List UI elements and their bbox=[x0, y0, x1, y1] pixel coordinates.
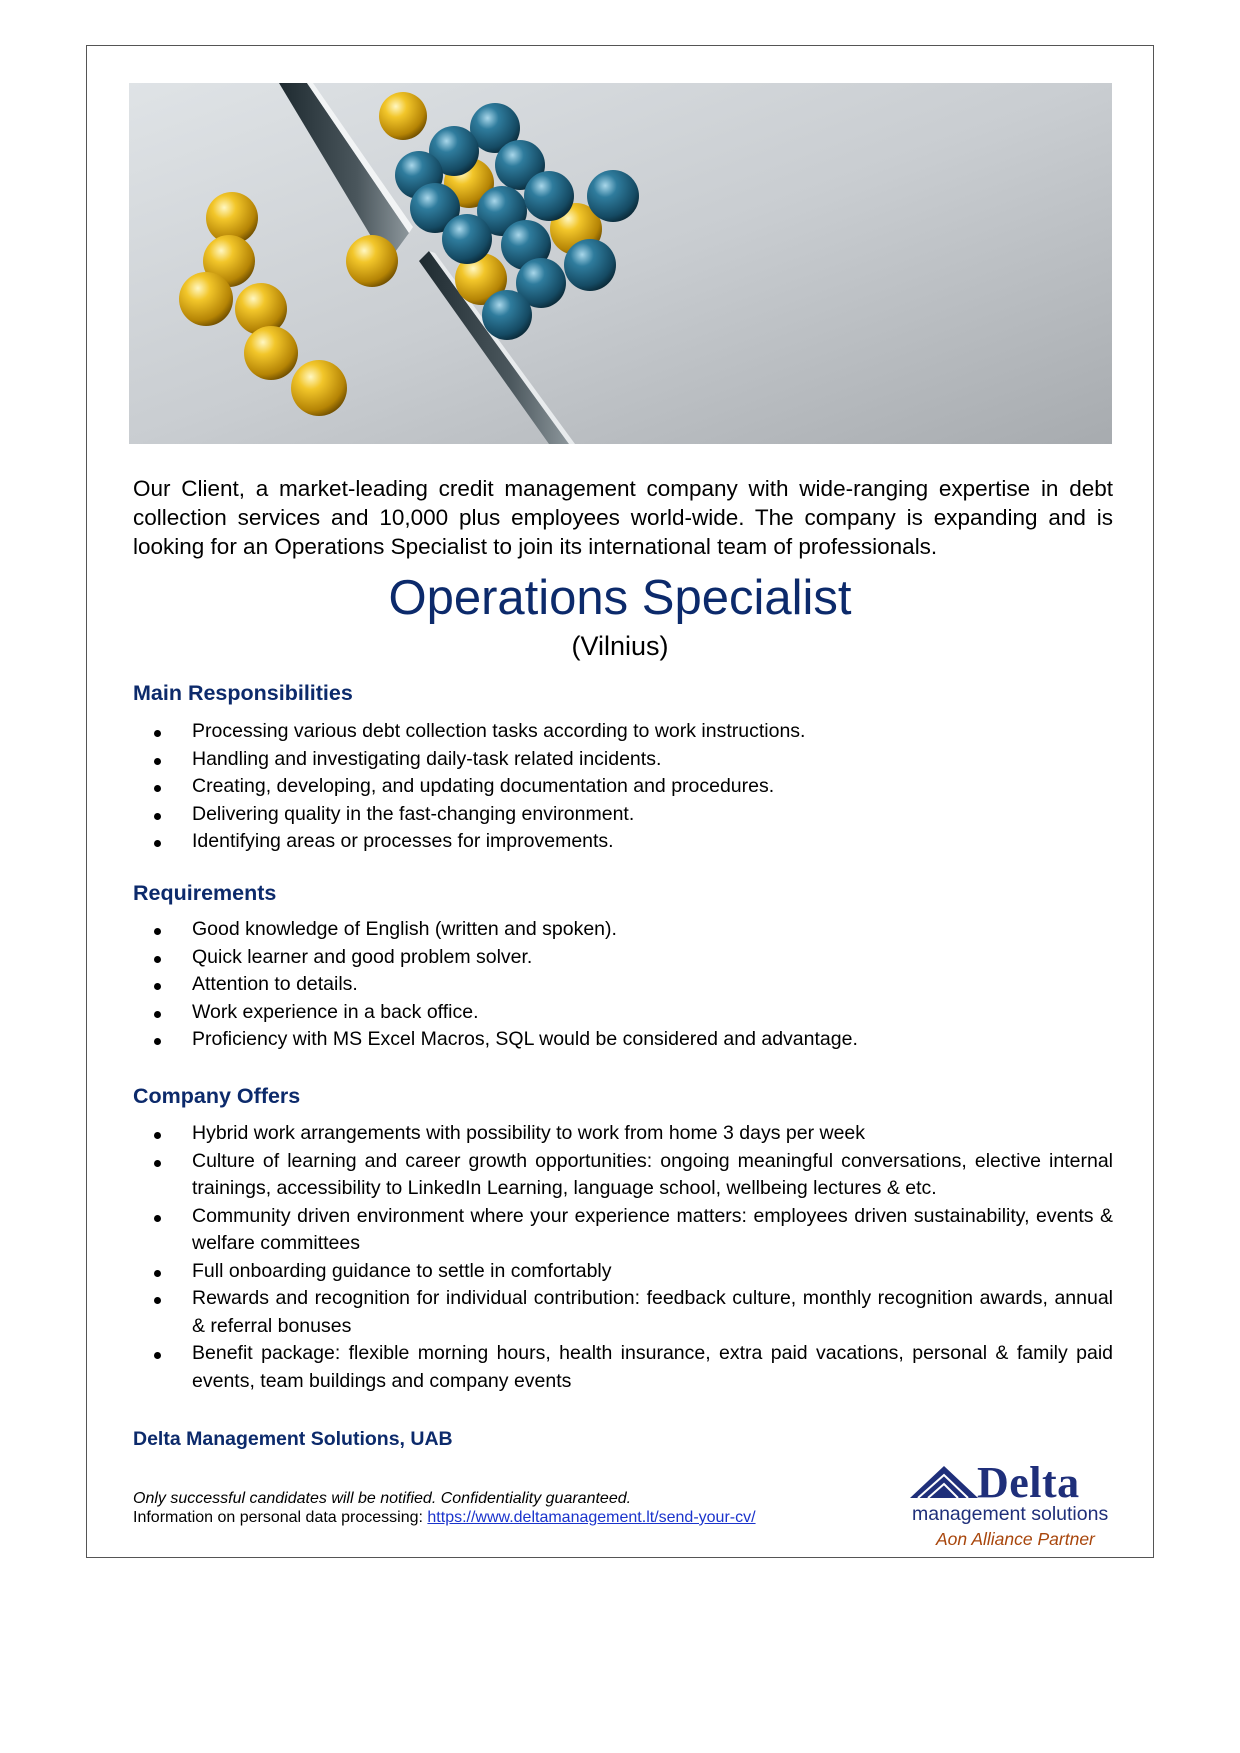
offers-heading: Company Offers bbox=[133, 1084, 301, 1108]
list-item: Attention to details. bbox=[133, 971, 1113, 999]
data-processing-label: Information on personal data processing: bbox=[133, 1509, 428, 1526]
responsibilities-heading: Main Responsibilities bbox=[133, 681, 353, 705]
responsibilities-list bbox=[133, 718, 1113, 856]
bullet-icon bbox=[154, 785, 161, 792]
list-item: Benefit package: flexible morning hours, health insurance, extra paid vacations, personal & family paid events, team buildings and company events bbox=[133, 1340, 1113, 1395]
bullet-icon bbox=[154, 1215, 161, 1222]
privacy-link[interactable]: https://www.deltamanagement.lt/send-your-cv/ bbox=[427, 1509, 756, 1526]
delta-triangle-icon bbox=[908, 1462, 980, 1502]
bullet-icon bbox=[154, 1270, 161, 1277]
bullet-icon bbox=[154, 758, 161, 765]
confidentiality-notice: Only successful candidates will be notified. Confidentiality guaranteed. bbox=[133, 1490, 632, 1507]
hero-image-spheres bbox=[129, 83, 1112, 444]
list-item: Rewards and recognition for individual contribution: feedback culture, monthly recognition awards, annual & referral bonuses bbox=[133, 1285, 1113, 1340]
list-item: Handling and investigating daily-task related incidents. bbox=[133, 746, 1113, 774]
list-item: Quick learner and good problem solver. bbox=[133, 944, 1113, 972]
offers-list bbox=[133, 1120, 1113, 1395]
list-item: Identifying areas or processes for improvements. bbox=[133, 828, 1113, 856]
list-item: Delivering quality in the fast-changing environment. bbox=[133, 801, 1113, 829]
bullet-icon bbox=[154, 1038, 161, 1045]
bullet-icon bbox=[154, 730, 161, 737]
bullet-icon bbox=[154, 1352, 161, 1359]
list-item: Culture of learning and career growth opportunities: ongoing meaningful conversations, elective internal trainings, accessibility to LinkedIn Learning, language school, wellbeing lectures & etc. bbox=[133, 1148, 1113, 1203]
logo-partner: Aon Alliance Partner bbox=[936, 1529, 1095, 1549]
list-item: Proficiency with MS Excel Macros, SQL would be considered and advantage. bbox=[133, 1026, 1113, 1054]
bullet-icon bbox=[154, 1011, 161, 1018]
bullet-icon bbox=[154, 1160, 161, 1167]
intro-paragraph: Our Client, a market-leading credit management company with wide-ranging expertise in debt collection services and 10,000 plus employees world-wide. The company is expanding and is looking for an Operations Specialist to join its international team of professionals. bbox=[133, 476, 1113, 559]
bullet-icon bbox=[154, 983, 161, 990]
list-item: Creating, developing, and updating documentation and procedures. bbox=[133, 773, 1113, 801]
bullet-icon bbox=[154, 956, 161, 963]
list-item: Good knowledge of English (written and spoken). bbox=[133, 916, 1113, 944]
list-item: Hybrid work arrangements with possibility to work from home 3 days per week bbox=[133, 1120, 1113, 1148]
requirements-list bbox=[133, 916, 1113, 1054]
job-location: (Vilnius) bbox=[571, 631, 669, 661]
footer-note bbox=[133, 1489, 756, 1527]
list-item: Work experience in a back office. bbox=[133, 999, 1113, 1027]
requirements-heading: Requirements bbox=[133, 881, 277, 905]
delta-logo bbox=[908, 1458, 1133, 1552]
list-item: Processing various debt collection tasks according to work instructions. bbox=[133, 718, 1113, 746]
bullet-icon bbox=[154, 1297, 161, 1304]
list-item: Community driven environment where your experience matters: employees driven sustainability, events & welfare committees bbox=[133, 1203, 1113, 1258]
data-processing-line bbox=[133, 1508, 756, 1527]
bullet-icon bbox=[154, 813, 161, 820]
bullet-icon bbox=[154, 1132, 161, 1139]
job-title: Operations Specialist bbox=[388, 571, 852, 625]
company-name: Delta Management Solutions, UAB bbox=[133, 1428, 453, 1450]
bullet-icon bbox=[154, 928, 161, 935]
bullet-icon bbox=[154, 840, 161, 847]
logo-brand: Delta bbox=[977, 1458, 1080, 1507]
list-item: Full onboarding guidance to settle in comfortably bbox=[133, 1258, 1113, 1286]
logo-tagline: management solutions bbox=[912, 1503, 1109, 1525]
